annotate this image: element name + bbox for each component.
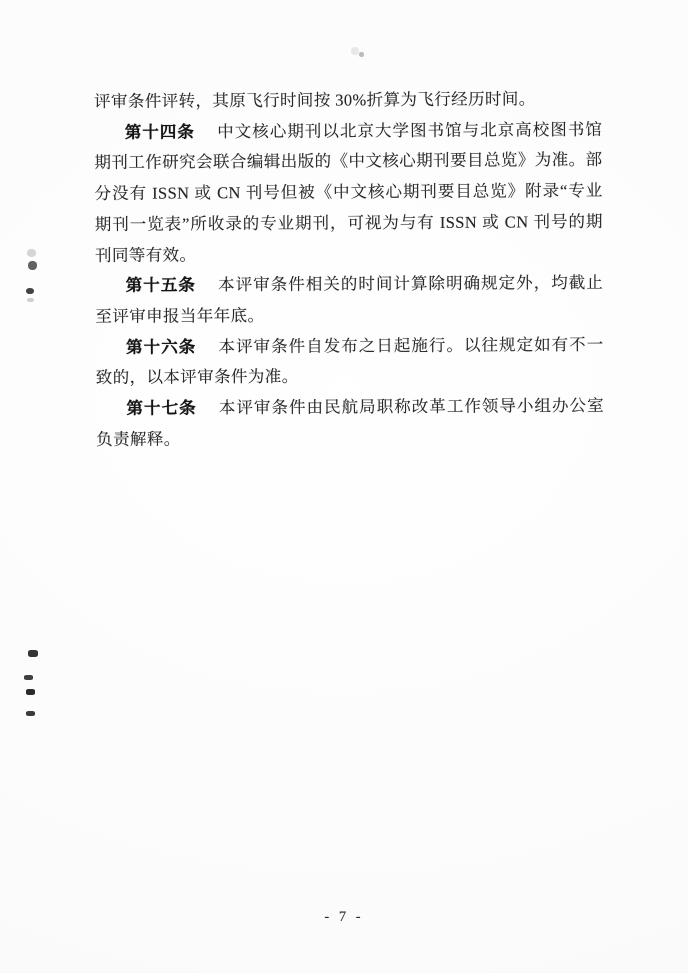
paragraph-article-16	[96, 330, 604, 395]
binding-mark	[26, 711, 35, 716]
binding-mark	[26, 689, 35, 695]
scan-speck	[27, 249, 36, 257]
paragraph-continuation	[94, 84, 602, 118]
scan-speck	[26, 288, 34, 294]
scan-speck	[351, 47, 359, 55]
paragraph-article-14	[94, 115, 603, 272]
paragraph-text: 中文核心期刊以北京大学图书馆与北京高校图书馆期刊工作研究会联合编辑出版的《中文核心期刊要目总览》为准。部分没有 ISSN 或 CN 刊号但被《中文核心期刊要目总览》附录“专业期刊一览表”所收录的专业期刊，可视为与有 ISSN 或 CN 刊号的期刊同等有效。	[94, 119, 603, 265]
article-14-heading: 第十四条	[124, 122, 195, 142]
paragraph-text: 本评审条件由民航局职称改革工作领导小组办公室负责解释。	[96, 395, 605, 449]
article-16-heading: 第十六条	[126, 337, 197, 357]
paragraph-text: 评审条件评转，其原飞行时间按 30%折算为飞行经历时间。	[94, 89, 536, 111]
scan-speck	[28, 261, 37, 270]
document-body	[94, 84, 604, 456]
page-number: - 7 -	[324, 909, 364, 925]
scan-speck	[359, 52, 364, 57]
paragraph-article-17	[96, 391, 604, 456]
scan-speck	[27, 298, 34, 302]
paragraph-text: 本评审条件相关的时间计算除明确规定外，均截止至评审申报当年年底。	[95, 273, 604, 326]
binding-mark	[28, 650, 38, 657]
binding-mark	[24, 675, 33, 680]
article-15-heading: 第十五条	[125, 275, 196, 296]
paragraph-article-15	[95, 268, 603, 333]
paragraph-text: 本评审条件自发布之日起施行。以往规定如有不一致的，以本评审条件为准。	[95, 334, 604, 388]
article-17-heading: 第十七条	[126, 398, 197, 418]
